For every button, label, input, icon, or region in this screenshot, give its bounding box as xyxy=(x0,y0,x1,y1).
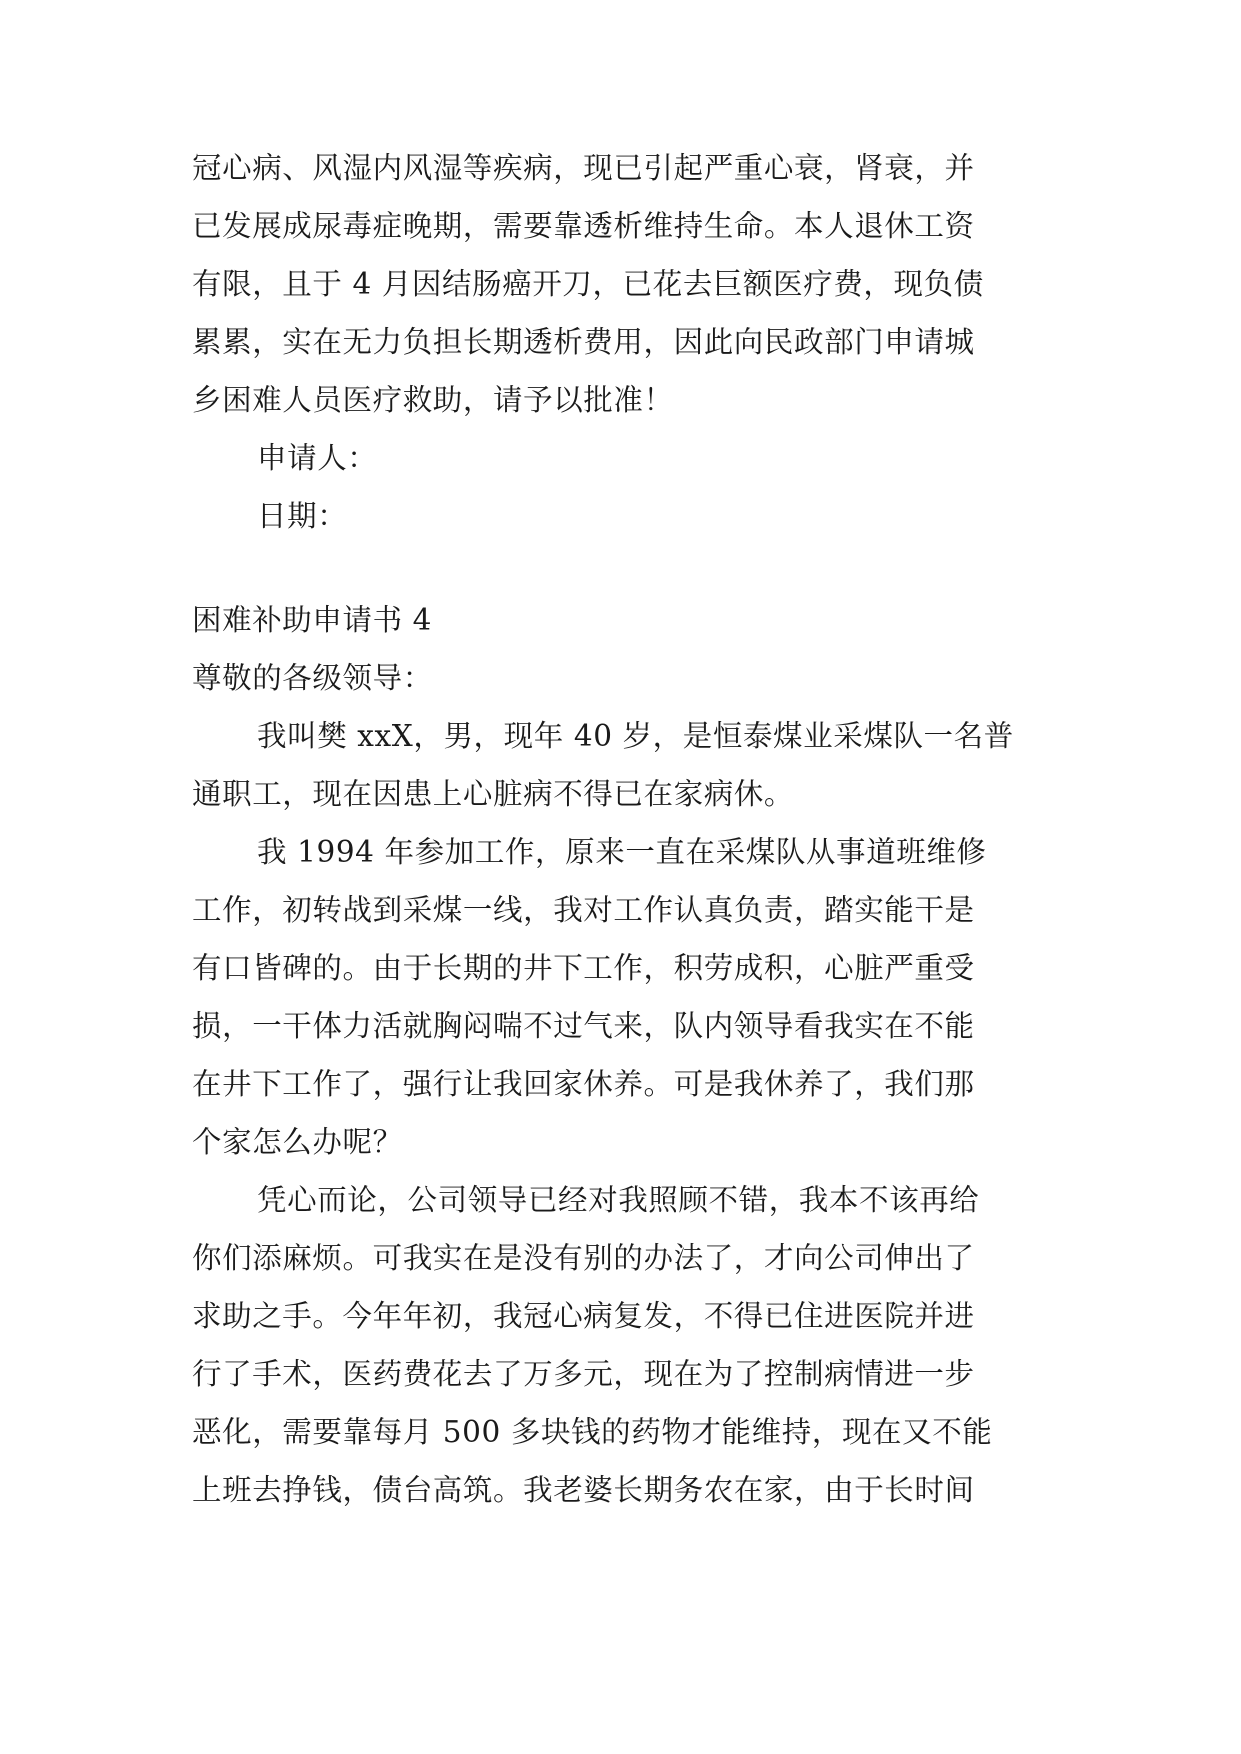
text-line: 有口皆碑的。由于长期的井下工作，积劳成积，心脏严重受 xyxy=(192,951,975,985)
text-line: 我叫樊 xxX，男，现年 40 岁，是恒泰煤业采煤队一名普 xyxy=(257,719,1014,753)
text-line: 求助之手。今年年初，我冠心病复发，不得已住进医院并进 xyxy=(192,1299,975,1333)
text-line: 工作，初转战到采煤一线，我对工作认真负责，踏实能干是 xyxy=(192,893,975,927)
text-line: 个家怎么办呢？ xyxy=(192,1125,403,1159)
text-line: 损，一干体力活就胸闷喘不过气来，队内领导看我实在不能 xyxy=(192,1009,975,1043)
text-line: 我 1994 年参加工作，原来一直在采煤队从事道班维修 xyxy=(257,835,987,869)
section-title: 困难补助申请书 4 xyxy=(192,603,433,637)
text-line: 你们添麻烦。可我实在是没有别的办法了，才向公司伸出了 xyxy=(192,1241,975,1275)
text-line: 已发展成尿毒症晚期，需要靠透析维持生命。本人退休工资 xyxy=(192,209,975,243)
text-line: 冠心病、风湿内风湿等疾病，现已引起严重心衰，肾衰，并 xyxy=(192,151,975,185)
text-line: 有限，且于 4 月因结肠癌开刀，已花去巨额医疗费，现负债 xyxy=(192,267,984,301)
text-line: 乡困难人员医疗救助，请予以批准！ xyxy=(192,383,674,417)
text-line: 凭心而论，公司领导已经对我照顾不错，我本不该再给 xyxy=(257,1183,980,1217)
text-line: 通职工，现在因患上心脏病不得已在家病休。 xyxy=(192,777,795,811)
text-line: 累累，实在无力负担长期透析费用，因此向民政部门申请城 xyxy=(192,325,975,359)
text-line: 恶化，需要靠每月 500 多块钱的药物才能维持，现在又不能 xyxy=(192,1415,993,1449)
text-line: 上班去挣钱，债台高筑。我老婆长期务农在家，由于长时间 xyxy=(192,1473,975,1507)
applicant-label: 申请人： xyxy=(257,441,378,475)
salutation: 尊敬的各级领导： xyxy=(192,661,433,695)
date-label: 日期： xyxy=(257,499,348,533)
text-line: 行了手术，医药费花去了万多元，现在为了控制病情进一步 xyxy=(192,1357,975,1391)
text-line: 在井下工作了，强行让我回家休养。可是我休养了，我们那 xyxy=(192,1067,975,1101)
